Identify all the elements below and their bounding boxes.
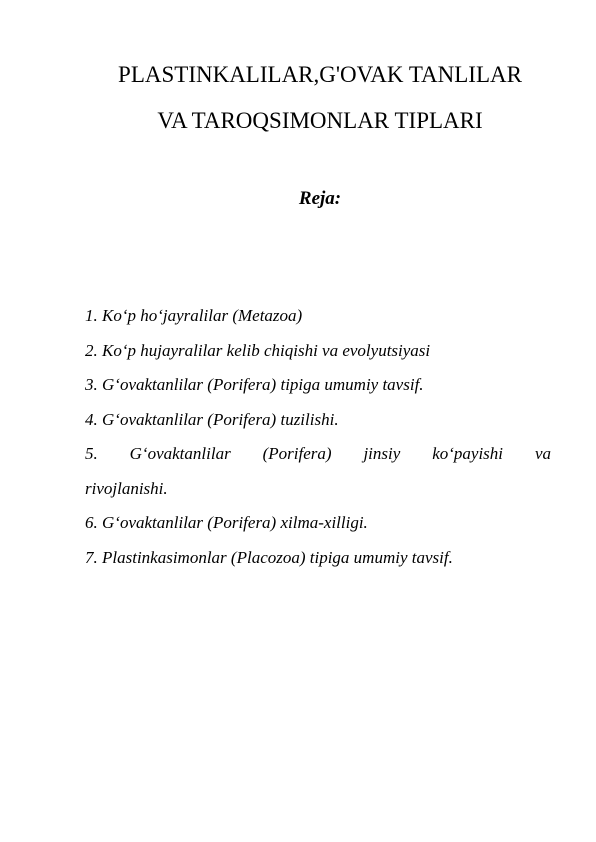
plan-heading: Reja: <box>298 188 342 209</box>
plan-item-6: 6. G‘ovaktanlilar (Porifera) xilma-xilligi. <box>85 513 368 532</box>
plan-item-3: 3. G‘ovaktanlilar (Porifera) tipiga umumiy tavsif. <box>85 375 424 394</box>
plan-item-5-word: (Porifera) <box>262 444 332 463</box>
plan-item-5-word: G‘ovaktanlilar <box>129 444 231 463</box>
plan-item-5 <box>85 437 551 506</box>
plan-item-7: 7. Plastinkasimonlar (Placozoa) tipiga umumiy tavsif. <box>85 547 453 567</box>
plan-item-5-word: 5. <box>85 444 98 463</box>
plan-item-5-line-1 <box>85 437 551 472</box>
plan-item-4: 4. G‘ovaktanlilar (Porifera) tuzilishi. <box>85 409 339 429</box>
plan-item-5-line-2: rivojlanishi. <box>85 478 168 498</box>
plan-item-2: 2. Ko‘p hujayralilar kelib chiqishi va evolyutsiyasi <box>85 340 431 360</box>
title-line-2: VA TAROQSIMONLAR TIPLARI <box>157 108 483 133</box>
plan-item-5-word: ko‘payishi <box>432 444 504 463</box>
plan-list <box>85 299 551 575</box>
document-title <box>60 52 580 144</box>
plan-item-1: 1. Ko‘p ho‘jayralilar (Metazoa) <box>85 306 303 325</box>
plan-item-5-word: va <box>534 444 551 463</box>
plan-item-5-word: jinsiy <box>363 444 401 463</box>
title-line-1: PLASTINKALILAR,G'OVAK TANLILAR <box>118 62 522 87</box>
